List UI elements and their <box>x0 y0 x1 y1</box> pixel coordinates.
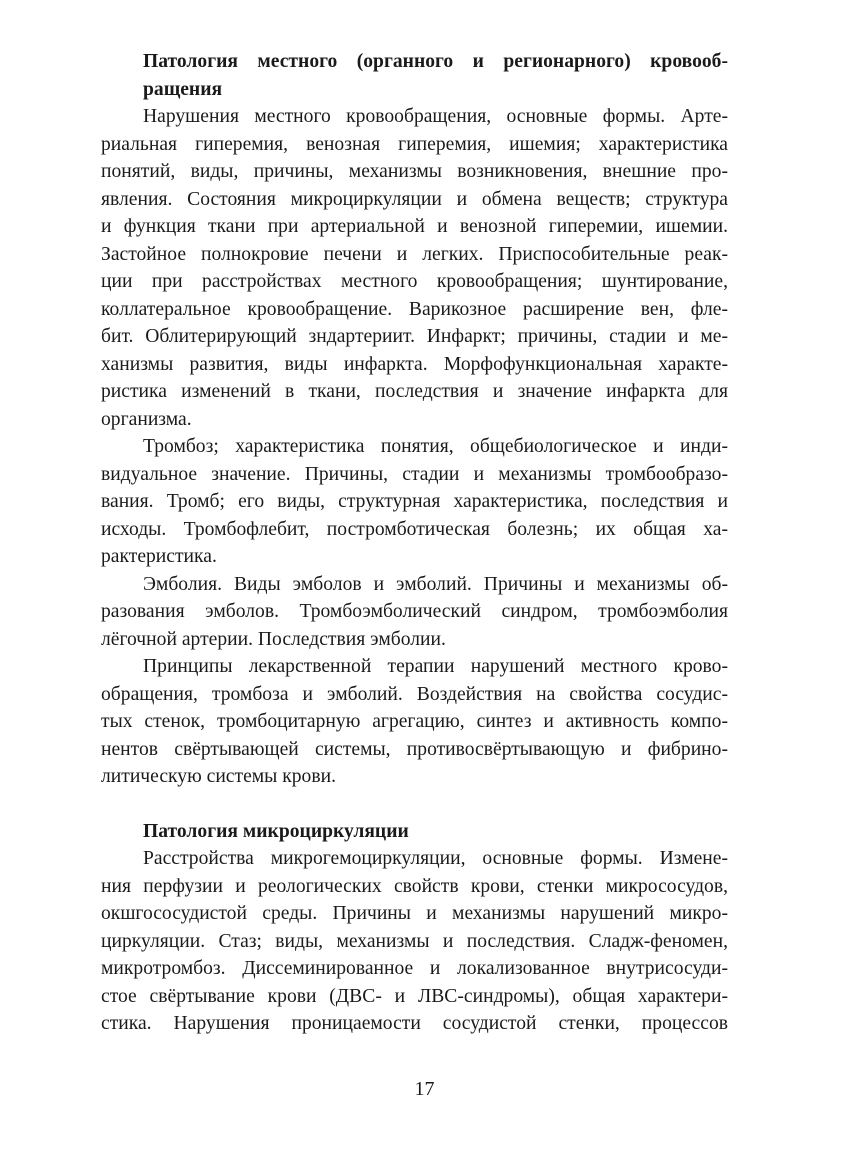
section-local-circulation <box>101 48 728 791</box>
text-line: микротромбоз. Диссеминированное и локализованное внутрисосуди- <box>101 958 728 979</box>
section-heading-line: Патология микроциркуляции <box>143 820 409 842</box>
text-line: бит. Облитерирующий зндартериит. Инфаркт; причины, стадии и ме- <box>101 326 728 347</box>
text-line: исходы. Тромбофлебит, постромботическая болезнь; их общая ха- <box>101 518 728 540</box>
text-line: окшгососудистой среды. Причины и механизмы нарушений микро- <box>101 903 728 924</box>
text-line: стое свёртывание крови (ДВС- и ЛВС-синдромы), общая характери- <box>101 985 728 1007</box>
text-line: Эмболия. Виды эмболов и эмболий. Причины и механизмы об- <box>143 573 728 595</box>
text-line: организма. <box>101 408 192 430</box>
text-line: видуальное значение. Причины, стадии и механизмы тромбообразо- <box>101 463 728 485</box>
text-line: Застойное полнокровие печени и легких. Приспособительные реак- <box>101 243 728 265</box>
text-line: коллатеральное кровообращение. Варикозное расширение вен, фле- <box>101 298 728 320</box>
text-line: тых стенок, тромбоцитарную агрегацию, синтез и активность компо- <box>101 711 728 732</box>
page-body <box>101 48 728 1038</box>
paragraph <box>101 653 728 791</box>
text-line: стика. Нарушения проницаемости сосудистой стенки, процессов <box>101 1013 728 1034</box>
text-line: ния перфузии и реологических свойств крови, стенки микрососудов, <box>101 875 728 897</box>
paragraph <box>101 845 728 1038</box>
text-line: ристика изменений в ткани, последствия и значение инфаркта для <box>101 381 728 402</box>
text-line: нентов свёртывающей системы, противосвёртывающую и фибрино- <box>101 738 728 760</box>
paragraph <box>101 571 728 654</box>
text-line: понятий, виды, причины, механизмы возникновения, внешние про- <box>101 161 728 182</box>
text-line: явления. Состояния микроциркуляции и обмена веществ; структура <box>101 188 728 210</box>
text-line: циркуляции. Стаз; виды, механизмы и последствия. Сладж-феномен, <box>101 930 728 952</box>
section-microcirculation <box>101 818 728 1038</box>
text-line: ции при расстройствах местного кровообращения; шунтирование, <box>101 271 728 292</box>
text-line: риальная гиперемия, венозная гиперемия, ишемия; характеристика <box>101 133 728 155</box>
paragraph <box>101 103 728 433</box>
text-line: Расстройства микрогемоциркуляции, основные формы. Измене- <box>143 848 728 869</box>
section-spacer <box>101 791 728 818</box>
text-line: лёгочной артерии. Последствия эмболии. <box>101 628 446 650</box>
text-line: разования эмболов. Тромбоэмболический синдром, тромбоэмболия <box>101 601 728 622</box>
text-line: и функция ткани при артериальной и венозной гиперемии, ишемии. <box>101 216 728 237</box>
section-heading-line: Патология местного (органного и регионарного) кровооб- <box>143 51 728 72</box>
page-number: 17 <box>414 1078 435 1100</box>
text-line: обращения, тромбоза и эмболий. Воздействия на свойства сосудис- <box>101 683 728 705</box>
text-line: литическую системы крови. <box>101 766 336 787</box>
text-line: ханизмы развития, виды инфаркта. Морфофункциональная характе- <box>101 353 728 375</box>
text-line: Тромбоз; характеристика понятия, общебиологическое и инди- <box>143 436 728 457</box>
section-heading-line: ращения <box>143 78 223 100</box>
text-line: рактеристика. <box>101 546 217 567</box>
text-line: Нарушения местного кровообращения, основные формы. Арте- <box>143 106 728 127</box>
text-line: Принципы лекарственной терапии нарушений местного крово- <box>143 656 728 677</box>
paragraph <box>101 433 728 571</box>
text-line: вания. Тромб; его виды, структурная характеристика, последствия и <box>101 491 728 512</box>
